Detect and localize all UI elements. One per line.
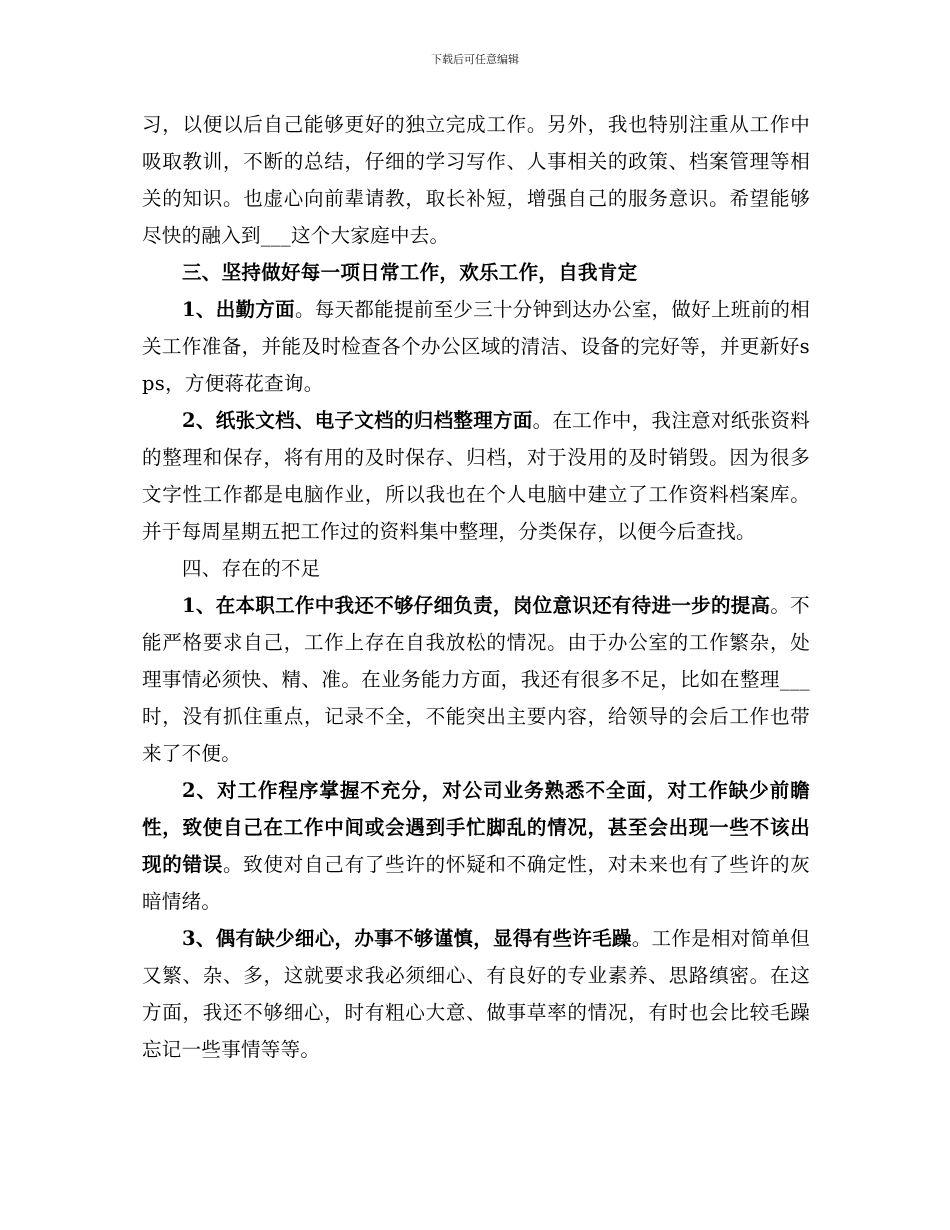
section-heading-text: 四、存在的不足 — [182, 557, 321, 580]
paragraph-lead: 1、出勤方面 — [182, 298, 295, 321]
paragraph-text: 。在工作中，我注意对纸张资料的整理和保存，将有用的及时保存、归档，对于没用的及时销毁。因为很多文字性工作都是电脑作业，所以我也在个人电脑中建立了工作资料档案库。并于每周星期五把工作过的资料集中整理，分类保存，以便今后查找。 — [142, 409, 811, 543]
paragraph-text: 。致使对自己有了些许的怀疑和不确定性，对未来也有了些许的灰暗情绪。 — [142, 853, 811, 913]
document-body — [142, 106, 810, 1068]
paragraph-text: 。每天都能提前至少三十分钟到达办公室，做好上班前的相关工作准备，并能及时检查各个办公区域的清洁、设备的完好等，并更新好sps，方便蒋花查询。 — [142, 298, 810, 395]
paragraph-continuation — [142, 106, 810, 254]
paragraph-lead: 2、对工作程序掌握不充分，对公司业务熟悉不全面，对工作缺少前瞻性，致使自己在工作中间或会遇到手忙脚乱的情况，甚至会出现一些不该出现的错误 — [142, 779, 810, 876]
paragraph-text: 。工作是相对简单但又繁、杂、多，这就要求我必须细心、有良好的专业素养、思路缜密。在这方面，我还不够细心，时有粗心大意、做事草率的情况，有时也会比较毛躁忘记一些事情等等。 — [142, 927, 811, 1061]
page-header-note: 下载后可任意编辑 — [431, 53, 519, 66]
paragraph-shortcoming-one — [142, 587, 810, 772]
section-heading-four — [142, 550, 810, 587]
section-heading-text: 三、坚持做好每一项日常工作，欢乐工作，自我肯定 — [182, 261, 638, 284]
paragraph-archiving — [142, 402, 810, 550]
section-heading-three — [142, 254, 810, 291]
paragraph-lead: 1、在本职工作中我还不够仔细负责，岗位意识还有待进一步的提高 — [182, 594, 771, 617]
paragraph-attendance — [142, 291, 810, 402]
paragraph-lead: 2、纸张文档、电子文档的归档整理方面 — [182, 409, 533, 432]
paragraph-shortcoming-two — [142, 772, 810, 920]
paragraph-shortcoming-three — [142, 920, 810, 1068]
paragraph-lead: 3、偶有缺少细心，办事不够谨慎，显得有些许毛躁 — [182, 927, 632, 950]
paragraph-text: 。不能严格要求自己，工作上存在自我放松的情况。由于办公室的工作繁杂，处理事情必须快、精、准。在业务能力方面，我还有很多不足，比如在整理___时，没有抓住重点，记录不全，不能突出主要内容，给领导的会后工作也带来了不便。 — [142, 594, 810, 765]
paragraph-text: 习，以便以后自己能够更好的独立完成工作。另外，我也特别注重从工作中吸取教训，不断的总结，仔细的学习写作、人事相关的政策、档案管理等相关的知识。也虚心向前辈请教，取长补短，增强自己的服务意识。希望能够尽快的融入到___这个大家庭中去。 — [142, 113, 810, 247]
